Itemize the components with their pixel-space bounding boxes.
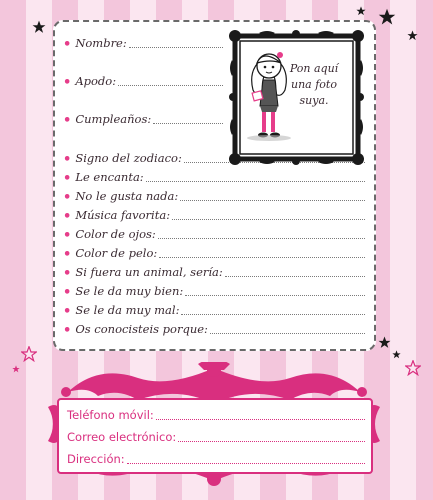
field-label: Se le da muy bien: xyxy=(75,284,184,298)
photo-text-line: Pon aquí xyxy=(289,62,339,75)
field-line[interactable] xyxy=(159,257,365,258)
bullet-icon: • xyxy=(63,266,72,281)
contact-line[interactable] xyxy=(127,463,365,464)
field-label: Apodo: xyxy=(75,74,117,88)
field-label: Signo del zodiaco: xyxy=(75,151,182,165)
field-line[interactable] xyxy=(153,123,223,124)
contact-row-direccion[interactable] xyxy=(67,452,365,466)
star-icon xyxy=(378,8,396,26)
star-outline-icon xyxy=(21,346,37,362)
field-label: Música favorita: xyxy=(75,208,171,222)
field-row-ojos[interactable] xyxy=(63,227,365,241)
field-row-apodo[interactable] xyxy=(63,74,223,88)
star-icon xyxy=(392,350,401,359)
bullet-icon: • xyxy=(63,75,72,90)
field-line[interactable] xyxy=(210,333,365,334)
bullet-icon: • xyxy=(63,323,72,338)
photo-instruction xyxy=(273,61,355,109)
contact-line[interactable] xyxy=(178,441,365,442)
field-line[interactable] xyxy=(172,219,365,220)
bullet-icon: • xyxy=(63,285,72,300)
field-line[interactable] xyxy=(146,181,365,182)
field-row-nombre[interactable] xyxy=(63,36,223,50)
bullet-icon: • xyxy=(63,113,72,128)
field-row-bien[interactable] xyxy=(63,284,365,298)
field-row-pelo[interactable] xyxy=(63,246,365,260)
star-icon xyxy=(12,365,20,373)
photo-text-line: una foto xyxy=(291,78,337,91)
bullet-icon: • xyxy=(63,247,72,262)
field-line[interactable] xyxy=(180,200,365,201)
field-line[interactable] xyxy=(129,47,223,48)
field-label: Os conocisteis porque: xyxy=(75,322,208,336)
field-label: Cumpleaños: xyxy=(75,112,152,126)
field-label: Si fuera un animal, sería: xyxy=(75,265,223,279)
field-row-mal[interactable] xyxy=(63,303,365,317)
field-row-animal[interactable] xyxy=(63,265,365,279)
field-row-no-le-gusta[interactable] xyxy=(63,189,365,203)
field-row-cumpleanos[interactable] xyxy=(63,112,223,126)
contact-label: Teléfono móvil: xyxy=(67,408,154,422)
photo-text-line: suya. xyxy=(299,94,329,107)
field-line[interactable] xyxy=(158,238,365,239)
contact-line[interactable] xyxy=(156,419,365,420)
star-icon xyxy=(378,336,391,349)
field-label: Nombre: xyxy=(75,36,127,50)
bullet-icon: • xyxy=(63,304,72,319)
bullet-icon: • xyxy=(63,171,72,186)
bullet-icon: • xyxy=(63,190,72,205)
bullet-icon: • xyxy=(63,228,72,243)
field-line[interactable] xyxy=(118,85,223,86)
field-line[interactable] xyxy=(181,314,365,315)
contact-row-telefono[interactable] xyxy=(67,408,365,422)
star-icon xyxy=(356,6,366,16)
field-label: Color de ojos: xyxy=(75,227,156,241)
bullet-icon: • xyxy=(63,152,72,167)
field-label: Le encanta: xyxy=(75,170,144,184)
contact-row-correo[interactable] xyxy=(67,430,365,444)
field-line[interactable] xyxy=(185,295,365,296)
contact-label: Correo electrónico: xyxy=(67,430,177,444)
bullet-icon: • xyxy=(63,37,72,52)
field-row-musica[interactable] xyxy=(63,208,365,222)
field-row-le-encanta[interactable] xyxy=(63,170,365,184)
field-row-conocisteis[interactable] xyxy=(63,322,365,336)
field-label: Color de pelo: xyxy=(75,246,158,260)
field-line[interactable] xyxy=(225,276,365,277)
bullet-icon: • xyxy=(63,209,72,224)
contact-label: Dirección: xyxy=(67,452,125,466)
field-label: Se le da muy mal: xyxy=(75,303,180,317)
contact-box xyxy=(57,398,373,474)
star-icon xyxy=(407,30,418,41)
star-outline-icon xyxy=(405,360,421,376)
star-icon xyxy=(32,20,46,34)
field-label: No le gusta nada: xyxy=(75,189,179,203)
